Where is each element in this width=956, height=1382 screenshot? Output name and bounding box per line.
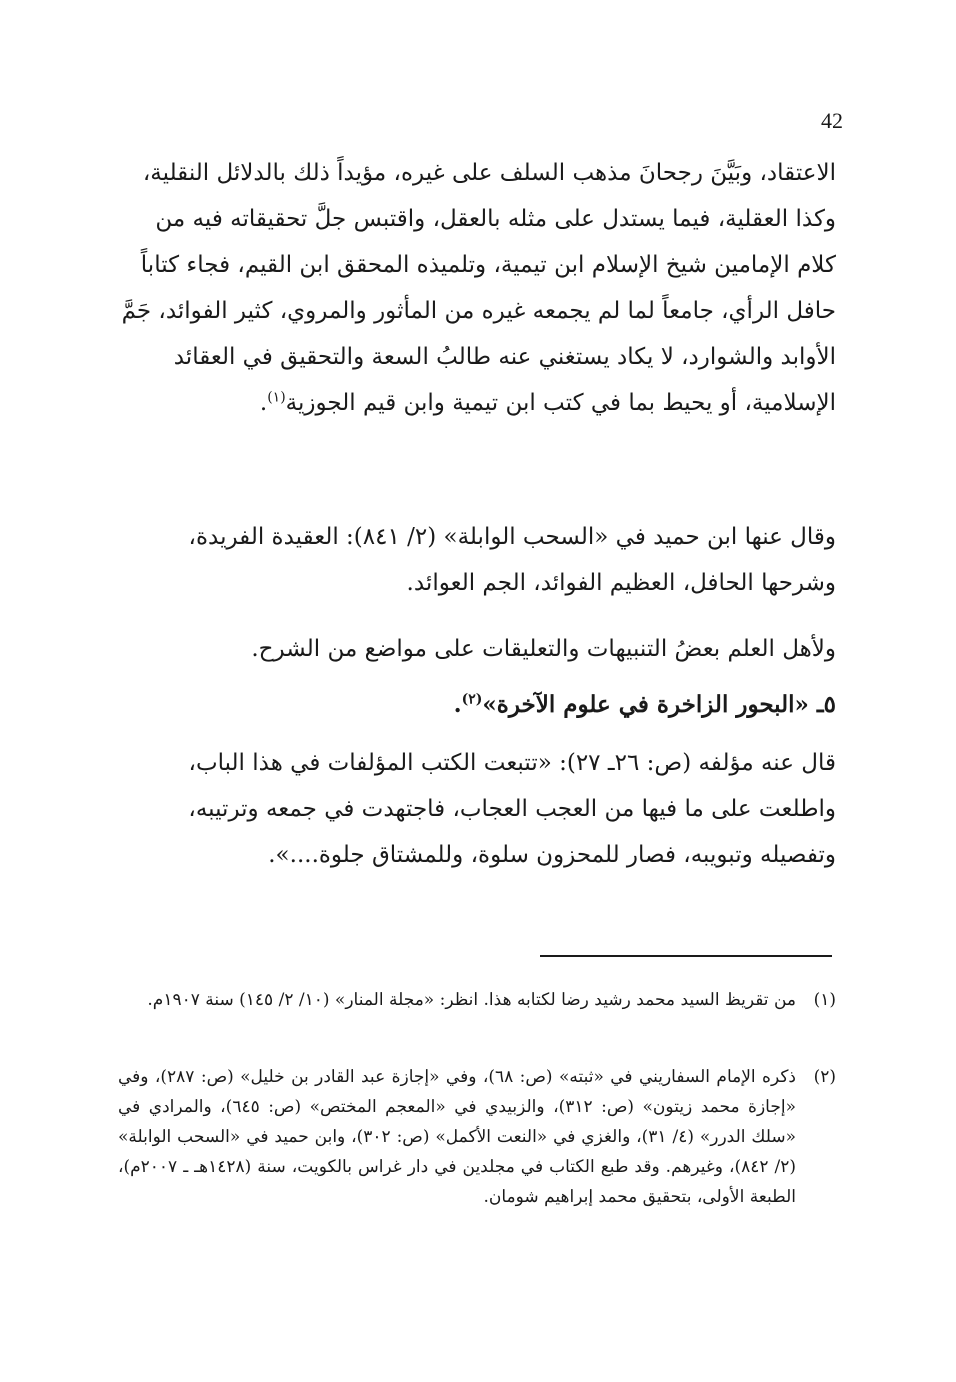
paragraph-creed-description (118, 150, 836, 494)
footnote-1 (118, 985, 836, 1049)
footnote-text: من تقريظ السيد محمد رشيد رضا لكتابه هذا. انظر: «مجلة المنار» (١٠/ ٢/ ١٤٥) سنة ١٩٠٧م. (147, 990, 796, 1010)
footnote-number: (٢) (813, 1067, 836, 1087)
paragraph-author-quote: قال عنه مؤلفه (ص: ٢٦ـ ٢٧): «تتبعت الكتب المؤلفات في هذا الباب، واطلعت على ما فيها من العجب العجاب، فاجتهدت في جمعه وترتيبه، وتفصيله وتبويبه، فصار للمحزون سلوة، وللمشتاق جلوة....». (188, 750, 836, 868)
footnote-reference: (٢) (461, 691, 483, 708)
footnote-number: (١) (813, 990, 836, 1010)
heading-text: ٥ـ «البحور الزاخرة في علوم الآخرة» (482, 691, 836, 718)
heading-tail: . (453, 691, 462, 718)
footnote-text: ذكره الإمام السفاريني في «ثبته» (ص: ٦٨)، وفي «إجازة عبد القادر بن خليل» (ص: ٢٨٧)، وفي «إجازة محمد زيتون» (ص: ٣١٢)، والزبيدي في «المعجم المختص» (ص: ٦٤٥)، والمرادي في «سلك الدرر» (٤/ ٣١)، والغزي في «النعت الأكمل» (ص: ٣٠٢)، وابن حميد في «السحب الوابلة» (٢/ ٨٤٢)، وغيرهم. وقد طبع الكتاب في مجلدين في دار غراس بالكويت، سنة (١٤٢٨هـ ـ ٢٠٠٧م)، الطبعة الأولى، بتحقيق محمد إبراهيم شومان. (118, 1067, 797, 1207)
footnote-2 (118, 1062, 836, 1282)
paragraph-scholars-notes: ولأهل العلم بعضُ التنبيهات والتعليقات على مواضع من الشرح. (251, 636, 836, 662)
paragraph-text: الاعتقاد، وبَيَّنَ رجحانَ مذهب السلف على غيره، مؤيداً ذلك بالدلائل النقلية، وكذا العقلية، فيما يستدل على مثله بالعقل، واقتبس جلَّ تحقيقاته فيه من كلام الإمامين شيخ الإسلام ابن تيمية، وتلميذه المحقق ابن القيم، فجاء كتاباً حافل الرأي، جامعاً لما لم يجمعه غيره من المأثور والمروي، كثير الفوائد، جَمَّ الأوابد والشوارد، لا يكاد يستغني عنه طالبُ السعة والتحقيق في العقائد الإسلامية، أو يحيط بما في كتب ابن تيمية وابن قيم الجوزية (121, 160, 836, 416)
section-heading-item-5 (118, 682, 836, 728)
paragraph-tail: . (259, 390, 268, 416)
paragraph-ibn-humaid-quote: وقال عنها ابن حميد في «السحب الوابلة» (٢/ ٨٤١): العقيدة الفريدة، وشرحها الحافل، العظيم الفوائد، الجم العوائد. (188, 524, 836, 596)
footnote-divider (540, 955, 832, 957)
footnote-reference: (١) (267, 389, 286, 406)
page-number: 42 (821, 108, 843, 133)
